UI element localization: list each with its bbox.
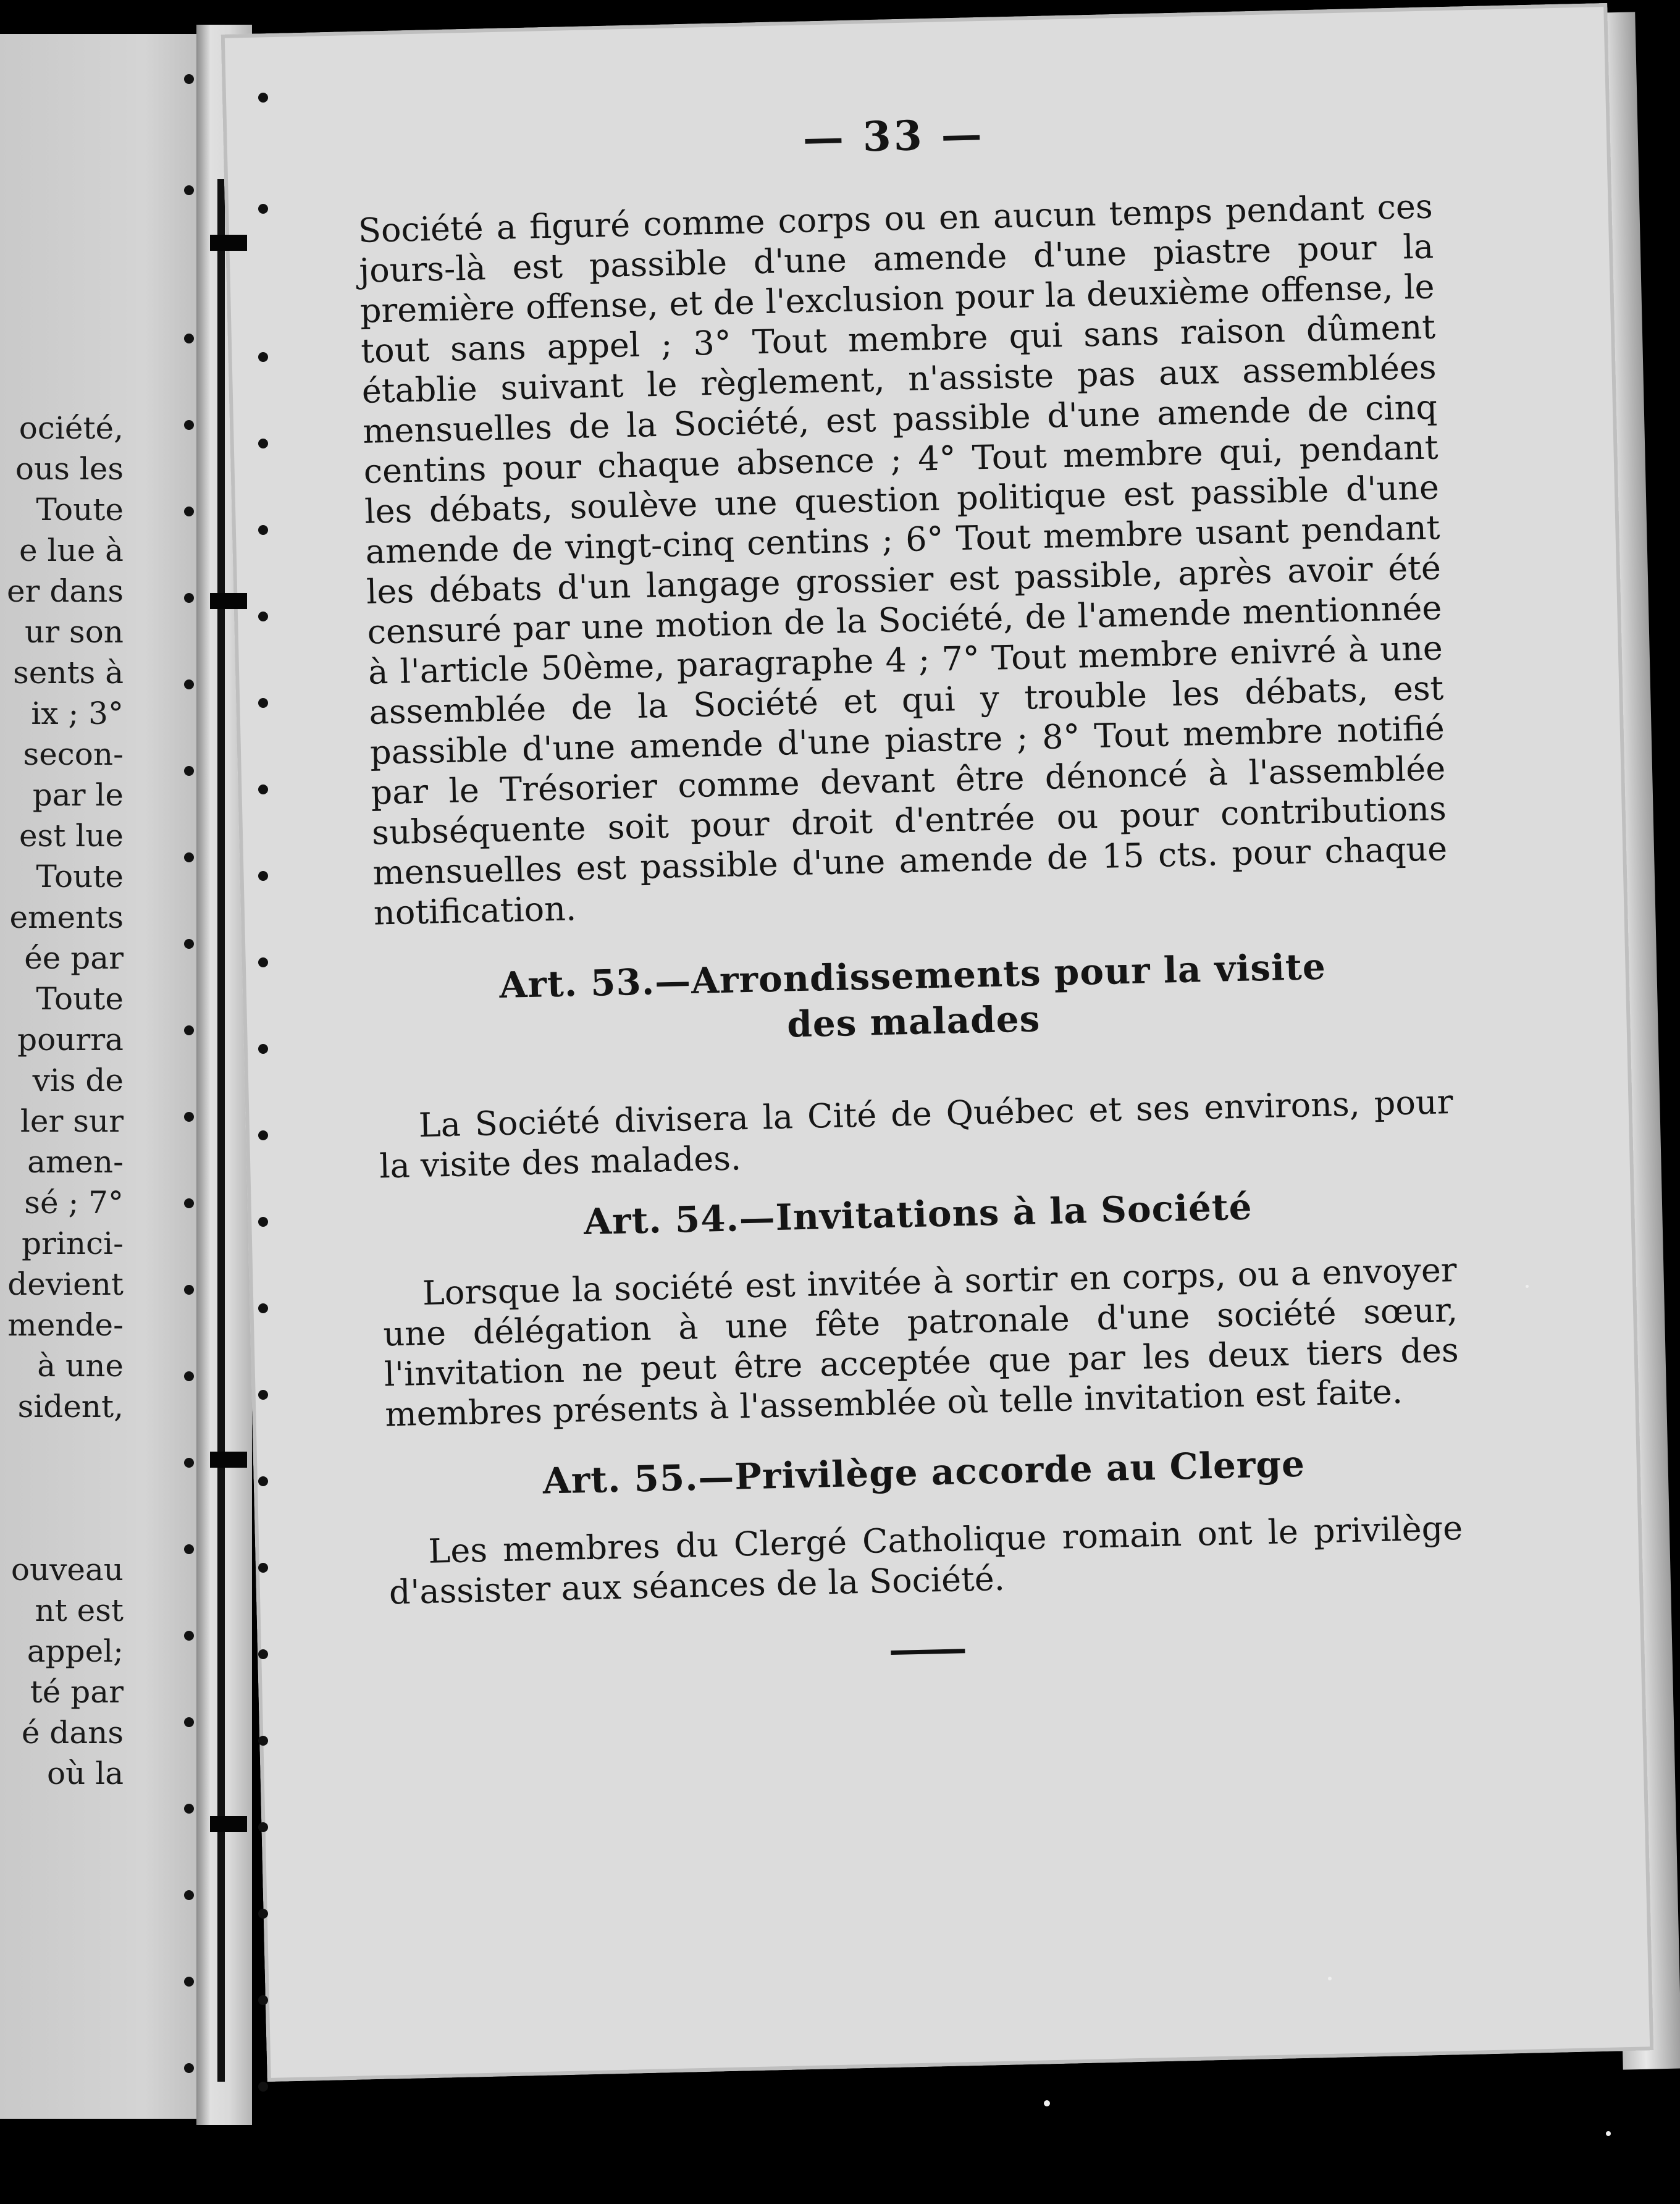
- binding-stitch: [184, 1371, 194, 1381]
- left-page-line-fragment: ler sur: [20, 1103, 124, 1139]
- binding-stitch: [184, 1804, 194, 1814]
- binding-stitch: [258, 1909, 268, 1919]
- left-page-line-fragment: ée par: [24, 940, 124, 976]
- left-page-line-fragment: Toute: [36, 859, 124, 894]
- binding-stitch: [184, 1631, 194, 1641]
- binding-stitch: [258, 1044, 268, 1054]
- binding-stitch: [258, 439, 268, 448]
- binding-stitch: [184, 74, 194, 84]
- left-page-line-fragment: vis de: [32, 1062, 124, 1098]
- article-53-text: La Société divisera la Cité de Québec et ses environs, pour la visite des malades.: [379, 1082, 1454, 1186]
- binding-stitch: [184, 507, 194, 516]
- left-page-line-fragment: à une: [37, 1348, 124, 1384]
- left-page-line-fragment: devient: [7, 1266, 124, 1302]
- binding-stitch: [184, 1717, 194, 1727]
- scan-speck: [1328, 1977, 1332, 1980]
- left-page-line-fragment: ur son: [25, 614, 124, 650]
- scan-speck: [1606, 2131, 1611, 2136]
- binding-stitch: [258, 1303, 268, 1313]
- left-page-line-fragment: sident,: [17, 1389, 124, 1424]
- binding-stitch: [184, 1544, 194, 1554]
- binding-stitch: [184, 185, 194, 195]
- page-number: — 33 —: [802, 109, 985, 162]
- binding-stitch: [184, 852, 194, 862]
- scan-speck: [1044, 2100, 1050, 2106]
- binding-stitch: [258, 352, 268, 362]
- binding-stitch: [184, 679, 194, 689]
- article-54-heading: Art. 54.—Invitations à la Société: [583, 1185, 1253, 1243]
- binding-stitch: [258, 204, 268, 214]
- left-page-line-fragment: ociété,: [19, 410, 124, 446]
- binding-stitch: [258, 525, 268, 535]
- left-page-line-fragment: nt est: [35, 1592, 124, 1628]
- binding-thread-knot: [210, 235, 247, 251]
- left-page-line-fragment: princi-: [22, 1226, 124, 1261]
- article-55-heading: Art. 55.—Privilège accorde au Clerge: [542, 1442, 1306, 1502]
- binding-stitch: [258, 612, 268, 621]
- binding-stitch: [184, 1890, 194, 1900]
- left-page-line-fragment: où la: [47, 1756, 124, 1791]
- binding-thread-knot: [210, 1816, 247, 1832]
- left-page-line-fragment: e lue à: [19, 532, 124, 568]
- article-55-text: Les membres du Clergé Catholique romain ont le privilège d'assister aux séances de la Société.: [388, 1508, 1463, 1612]
- binding-stitch: [258, 1822, 268, 1832]
- article-53-heading-line-1: Art. 53.—Arrondissements pour la visite: [498, 945, 1327, 1007]
- left-page-line-fragment: er dans: [6, 573, 124, 609]
- binding-stitch: [184, 2063, 194, 2073]
- left-page-line-fragment: pourra: [17, 1022, 124, 1058]
- binding-stitch: [258, 93, 268, 103]
- left-page-line-fragment: Toute: [36, 492, 124, 528]
- binding-stitch: [184, 766, 194, 776]
- left-facing-page: [0, 34, 207, 2119]
- binding-thread-knot: [210, 593, 247, 609]
- left-page-line-fragment: amen-: [27, 1144, 124, 1180]
- binding-stitch: [184, 1285, 194, 1295]
- binding-stitch: [258, 2082, 268, 2092]
- left-page-line-fragment: mende-: [7, 1307, 124, 1343]
- binding-stitch: [258, 1649, 268, 1659]
- left-page-line-fragment: té par: [30, 1674, 124, 1710]
- spine-thread-line: [217, 179, 225, 2082]
- binding-stitch: [184, 939, 194, 949]
- binding-stitch: [184, 1198, 194, 1208]
- binding-stitch: [258, 1476, 268, 1486]
- left-page-line-fragment: sé ; 7°: [24, 1185, 124, 1221]
- binding-stitch: [258, 1130, 268, 1140]
- left-page-line-fragment: appel;: [27, 1633, 124, 1669]
- binding-stitch: [258, 1736, 268, 1746]
- page-content: [356, 100, 1465, 1667]
- article-53-heading: [375, 941, 1451, 1056]
- binding-stitch: [184, 334, 194, 343]
- binding-stitch: [184, 1025, 194, 1035]
- binding-stitch: [258, 698, 268, 708]
- binding-stitch: [258, 871, 268, 881]
- left-page-line-fragment: ouveau: [10, 1552, 124, 1588]
- left-page-line-fragment: est lue: [19, 818, 124, 854]
- binding-stitch: [258, 1390, 268, 1400]
- end-rule: [891, 1649, 965, 1655]
- binding-stitch: [184, 1112, 194, 1122]
- binding-stitch: [258, 957, 268, 967]
- right-page: [221, 3, 1654, 2082]
- article-53-heading-line-2: des malades: [786, 998, 1041, 1046]
- left-page-line-fragment: par le: [32, 777, 124, 813]
- scan-speck: [1526, 1285, 1529, 1288]
- binding-stitch: [258, 1563, 268, 1573]
- binding-stitch: [184, 420, 194, 430]
- binding-stitch: [258, 1995, 268, 2005]
- binding-stitch: [184, 1977, 194, 1987]
- binding-stitch: [184, 1458, 194, 1468]
- continued-paragraph: Société a figuré comme corps ou en aucun temps pendant ces jours-là est passible d'une amende d'une piastre pour la première offense, et de l'exclusion pour la deuxième offense, le tout sans appel ; 3° Tout membre qui sans raison dûment établie suivant le règlement, n'assiste pas aux assemblées mensuelles de la Société, est passible d'une amende de cinq centins pour chaque absence ; 4° Tout membre qui, pendant les débats, soulève une question politique est passible d'une amende de vingt-cinq centins ; 6° Tout membre usant pendant les débats d'un langage grossier est passible, après avoir été censuré par une motion de la Société, de l'amende mentionnée à l'article 50ème, paragraphe 4 ; 7° Tout membre enivré à une assemblée de la Société et qui y trouble les débats, est passible d'une amende d'une piastre ; 8° Tout membre notifié par le Trésorier comme devant être dénoncé à l'assemblée subséquente soit pour droit d'entrée ou pour contributions mensuelles est passible d'une amende de 15 cts. pour chaque notification.: [358, 187, 1448, 933]
- left-page-line-fragment: ements: [9, 899, 124, 935]
- article-54-text: Lorsque la société est invitée à sortir en corps, ou a envoyer une délégation à une fête patronale d'une société sœur, l'invitation ne peut être acceptée que par les deux tiers des membres présents à l'assemblée où telle invitation est faite.: [382, 1250, 1460, 1434]
- left-page-line-fragment: Toute: [36, 981, 124, 1017]
- binding-stitch: [258, 1217, 268, 1227]
- left-page-line-fragment: é dans: [21, 1715, 124, 1751]
- binding-thread-knot: [210, 1452, 247, 1468]
- binding-stitch: [258, 784, 268, 794]
- binding-stitch: [184, 593, 194, 603]
- left-page-line-fragment: sents à: [13, 655, 124, 691]
- left-page-line-fragment: ix ; 3°: [31, 696, 124, 731]
- left-page-line-fragment: secon-: [23, 736, 124, 772]
- left-page-line-fragment: ous les: [15, 451, 124, 487]
